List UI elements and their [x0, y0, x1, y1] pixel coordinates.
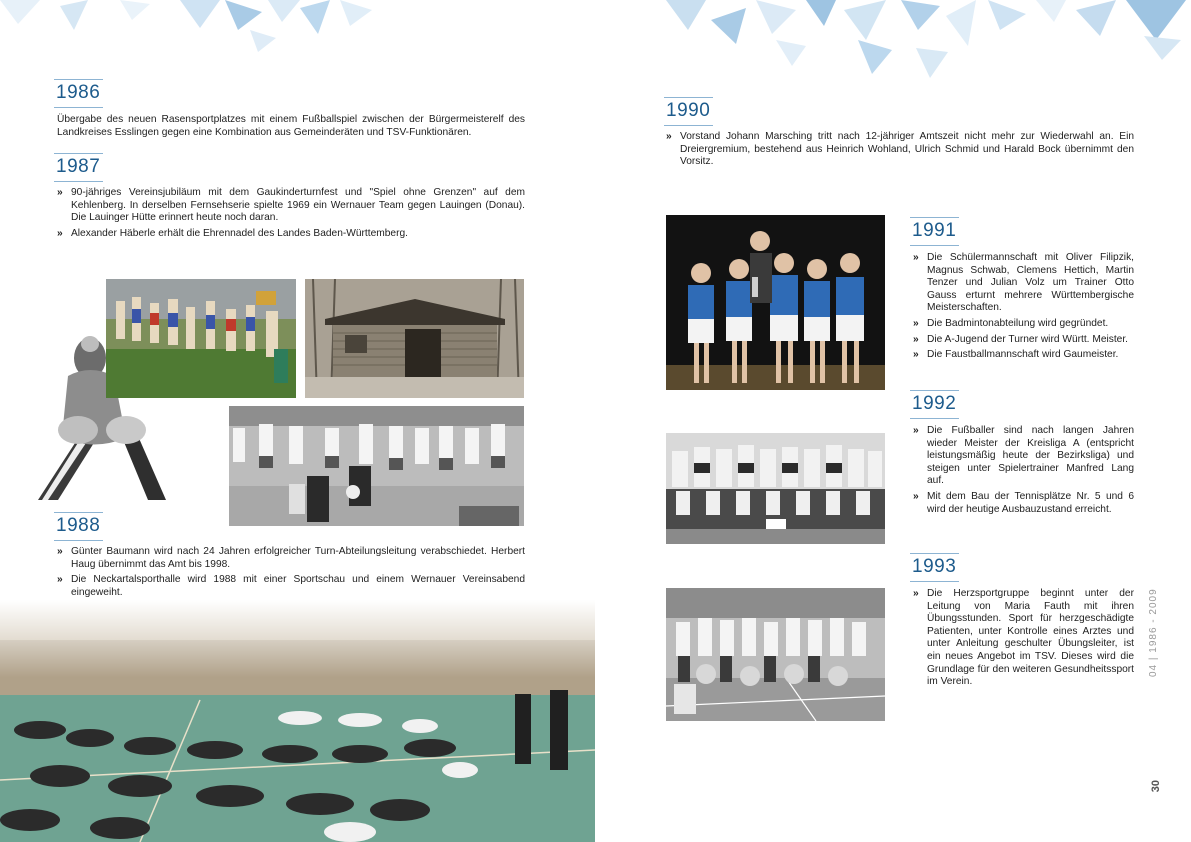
- bullet-marker: »: [666, 131, 672, 142]
- bullet-marker: »: [913, 425, 919, 436]
- list-1993: [913, 588, 1134, 692]
- list-item: » Günter Baumann wird nach 24 Jahren erfolgreicher Turn-Abteilungsleitung verabschiedet. Herbert Haug übernimmt das Amt bis 1998.: [57, 546, 525, 570]
- bullet-marker: »: [913, 490, 919, 502]
- triangle-pattern-decoration: [596, 0, 1191, 90]
- bullet-marker: »: [913, 588, 919, 599]
- photo-children-festival: [106, 279, 296, 398]
- year-heading-1992: 1992: [910, 390, 959, 419]
- year-heading-1987: 1987: [54, 153, 103, 182]
- bullet-marker: »: [913, 252, 919, 263]
- year-heading-1993: 1993: [910, 553, 959, 582]
- list-item: » Die Herzsportgruppe beginnt unter der Leitung von Maria Fauth mit ihren Übungsstunden. Sport für herzgeschädigte Patienten, unter Kontrolle eines Arztes und unter Anleitung geschulter Übungsleiter, ist ein neues Angebot im TSV. Dieses wird die Grundlage für den weiteren Gesundheitssport im Verein.: [913, 588, 1134, 688]
- year-heading-1990: 1990: [664, 97, 713, 126]
- triangle-pattern-decoration: [0, 0, 595, 70]
- list-item: » Die Fußballer sind nach langen Jahren wieder Meister der Kreisliga A (entspricht leistungsmäßig heute der Bezirksliga) und steigen unter Spielertrainer Manfred Lang auf.: [913, 425, 1134, 487]
- bullet-marker: »: [913, 349, 919, 361]
- list-1992: [913, 425, 1134, 519]
- page-number: 30: [1150, 780, 1162, 793]
- list-1991: [913, 252, 1134, 365]
- bullet-marker: »: [913, 317, 919, 329]
- list-item: » Mit dem Bau der Tennisplätze Nr. 5 und 6 wird der heutige Ausbauzustand erreicht.: [913, 490, 1134, 515]
- photo-schuelermannschaft: [666, 215, 885, 390]
- bullet-marker: »: [57, 574, 63, 586]
- list-item: » 90-jähriges Vereinsjubiläum mit dem Gaukinderturnfest und "Spiel ohne Grenzen" auf dem Kehlenberg. In derselben Fernsehserie spielte 1969 ein Wernauer Team gegen Lauingen (Donau). Die Lauinger Hütte erinnert heute noch daran.: [57, 187, 525, 224]
- right-page: [596, 0, 1191, 842]
- year-heading-1988: 1988: [54, 512, 103, 541]
- photo-sporthalle-einweihung: [0, 600, 595, 842]
- list-item: » Die A-Jugend der Turner wird Württ. Meister.: [913, 333, 1128, 345]
- list-1990: [666, 131, 1134, 172]
- list-item: » Die Neckartalsporthalle wird 1988 mit einer Sportschau und einem Wernauer Vereinsabend eingeweiht.: [57, 574, 525, 598]
- year-heading-1991: 1991: [910, 217, 959, 246]
- photo-lauinger-huette: [305, 279, 524, 398]
- photo-football-match: [229, 406, 524, 526]
- list-1987: [57, 187, 525, 243]
- list-item: » Die Faustballmannschaft wird Gaumeister.: [913, 349, 1119, 361]
- bullet-marker: »: [57, 187, 63, 198]
- photo-fussball-meister: [666, 433, 885, 544]
- list-item: » Die Schülermannschaft mit Oliver Filipzik, Magnus Schwab, Clemens Hettich, Martin Tenzer und Julian Volz um Trainer Otto Gauss erturnt mehrere Württembergische Meisterschaften.: [913, 252, 1134, 314]
- list-item: » Vorstand Johann Marsching tritt nach 12-jähriger Amtszeit nicht mehr zur Wiederwahl an. Ein Dreiergremium, bestehend aus Heinrich Wohland, Ulrich Schmid und Harald Bock übernimmt den Vorsitz.: [666, 131, 1134, 168]
- bullet-marker: »: [57, 227, 63, 239]
- list-item: » Alexander Häberle erhält die Ehrennadel des Landes Baden-Württemberg.: [57, 227, 408, 239]
- list-item: » Die Badmintonabteilung wird gegründet.: [913, 317, 1109, 329]
- text-1986: Übergabe des neuen Rasensportplatzes mit einem Fußballspiel zwischen der Bürgermeisterelf des Landkreises Esslingen gegen eine Kombination aus Gemeinderäten und TSV-Funktionären.: [57, 114, 525, 138]
- photo-herzsportgruppe: [666, 588, 885, 721]
- chapter-side-label: 04 | 1986 - 2009: [1148, 588, 1159, 678]
- bullet-marker: »: [57, 546, 63, 557]
- left-page: [0, 0, 595, 842]
- bullet-marker: »: [913, 333, 919, 345]
- year-heading-1986: 1986: [54, 79, 103, 108]
